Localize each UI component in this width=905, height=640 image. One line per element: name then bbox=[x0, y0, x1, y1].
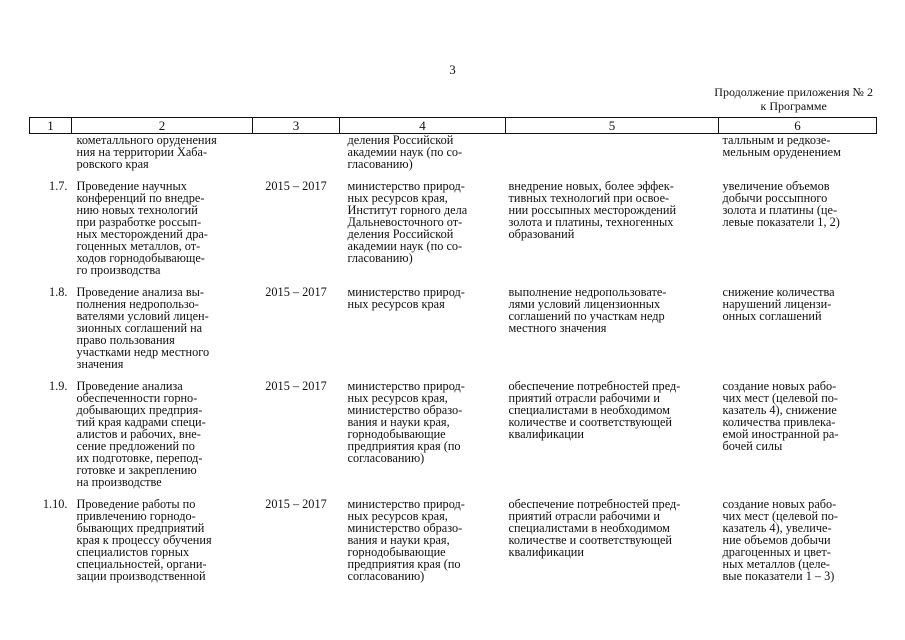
indicator-cell bbox=[719, 380, 877, 498]
result-cell-line: квалификации bbox=[508, 545, 584, 559]
result-cell-line: нии россыпных месторождений bbox=[508, 203, 677, 217]
executor-cell-line: ных ресурсов края, bbox=[347, 509, 448, 523]
event-cell bbox=[72, 180, 253, 286]
period-cell bbox=[253, 134, 340, 181]
result-cell-line: тивных технологий при освое- bbox=[508, 191, 670, 205]
appendix-caption bbox=[714, 85, 873, 113]
result-cell-line: лями условий лицензионных bbox=[508, 297, 661, 311]
indicator-cell-line: создание новых рабо- bbox=[722, 497, 837, 511]
event-cell-line: готовке и закреплению bbox=[76, 463, 197, 477]
indicator-cell-line: онных соглашений bbox=[722, 309, 822, 323]
executor-cell-line: академии наук (по со- bbox=[347, 239, 463, 253]
event-cell-line: значения bbox=[76, 357, 124, 371]
event-cell-line: их подготовке, перепод- bbox=[76, 451, 203, 465]
result-cell-line: соглашений по участкам недр bbox=[508, 309, 665, 323]
item-number: 1.8. bbox=[49, 285, 68, 299]
event-cell-line: бывающих предприятий bbox=[76, 521, 205, 535]
executor-cell-line: Институт горного дела bbox=[347, 203, 468, 217]
executor-cell-line: деления Российской bbox=[347, 133, 454, 147]
event-cell-line: кометалльного оруденения bbox=[76, 133, 217, 147]
event-cell-line: специальностей, органи- bbox=[76, 557, 207, 571]
result-cell bbox=[506, 380, 719, 498]
executor-cell-line: ных ресурсов края, bbox=[347, 391, 448, 405]
executor-cell-line: министерство образо- bbox=[347, 403, 463, 417]
event-cell-line: вателями условий лицен- bbox=[76, 309, 209, 323]
executor-cell-line: министерство природ- bbox=[347, 497, 465, 511]
executor-cell bbox=[340, 380, 506, 498]
event-cell-line: ходов горнодобывающе- bbox=[76, 251, 205, 265]
indicator-cell-line: казатель 4), снижение bbox=[722, 403, 837, 417]
result-cell-line: количестве и соответствующей bbox=[508, 533, 672, 547]
executor-cell-line: согласованию) bbox=[347, 451, 425, 465]
result-cell-line: внедрение новых, более эффек- bbox=[508, 179, 674, 193]
executor-cell-line: деления Российской bbox=[347, 227, 454, 241]
indicator-cell bbox=[719, 134, 877, 181]
executor-cell-line: горнодобывающие bbox=[347, 427, 446, 441]
appendix-line-1: Продолжение приложения № 2 bbox=[714, 85, 873, 99]
event-cell-line: полнения недропользо- bbox=[76, 297, 199, 311]
column-number-2: 2 bbox=[72, 118, 253, 134]
event-cell-line: Проведение работы по bbox=[76, 497, 196, 511]
period-cell: 2015 – 2017 bbox=[265, 497, 327, 511]
result-cell-line: специалистами в необходимом bbox=[508, 403, 670, 417]
indicator-cell-line: левые показатели 1, 2) bbox=[722, 215, 840, 229]
result-cell-line: квалификации bbox=[508, 427, 584, 441]
result-cell-line: золота и платины, техногенных bbox=[508, 215, 674, 229]
indicator-cell-line: золота и платины (це- bbox=[722, 203, 838, 217]
column-number-1: 1 bbox=[30, 118, 72, 134]
item-number bbox=[30, 134, 72, 181]
indicator-cell bbox=[719, 498, 877, 592]
result-cell bbox=[506, 180, 719, 286]
result-cell-line: приятий отрасли рабочими и bbox=[508, 509, 660, 523]
executor-cell-line: предприятия края (по bbox=[347, 439, 461, 453]
indicator-cell-line: ние объемов добычи bbox=[722, 533, 831, 547]
executor-cell-line: предприятия края (по bbox=[347, 557, 461, 571]
item-number: 1.9. bbox=[49, 379, 68, 393]
indicator-cell bbox=[719, 286, 877, 380]
event-cell-line: ровского края bbox=[76, 157, 149, 171]
indicator-cell bbox=[719, 180, 877, 286]
executor-cell-line: вания и науки края, bbox=[347, 415, 450, 429]
executor-cell-line: гласованию) bbox=[347, 157, 413, 171]
event-cell bbox=[72, 380, 253, 498]
executor-cell-line: Дальневосточного от- bbox=[347, 215, 463, 229]
table-row bbox=[30, 286, 877, 380]
executor-cell-line: министерство природ- bbox=[347, 285, 465, 299]
event-cell-line: обеспеченности горно- bbox=[76, 391, 198, 405]
program-table bbox=[29, 117, 877, 592]
event-cell-line: Проведение анализа bbox=[76, 379, 183, 393]
event-cell-line: края к процессу обучения bbox=[76, 533, 212, 547]
indicator-cell-line: создание новых рабо- bbox=[722, 379, 837, 393]
event-cell bbox=[72, 134, 253, 181]
result-cell-line: образований bbox=[508, 227, 575, 241]
event-cell bbox=[72, 286, 253, 380]
indicator-cell-line: ных металлов (целе- bbox=[722, 557, 831, 571]
executor-cell-line: горнодобывающие bbox=[347, 545, 446, 559]
indicator-cell-line: драгоценных и цвет- bbox=[722, 545, 831, 559]
table-row bbox=[30, 498, 877, 592]
result-cell-line: местного значения bbox=[508, 321, 607, 335]
event-cell-line: Проведение анализа вы- bbox=[76, 285, 204, 299]
column-number-row bbox=[30, 118, 877, 134]
indicator-cell-line: емой иностранной ра- bbox=[722, 427, 839, 441]
executor-cell-line: ных ресурсов края, bbox=[347, 191, 448, 205]
indicator-cell-line: увеличение объемов bbox=[722, 179, 830, 193]
table-row bbox=[30, 134, 877, 181]
event-cell-line: Проведение научных bbox=[76, 179, 187, 193]
item-number: 1.7. bbox=[49, 179, 68, 193]
event-cell-line: на производстве bbox=[76, 475, 162, 489]
result-cell bbox=[506, 134, 719, 181]
result-cell-line: выполнение недропользовате- bbox=[508, 285, 667, 299]
executor-cell-line: согласованию) bbox=[347, 569, 425, 583]
executor-cell-line: ных ресурсов края bbox=[347, 297, 445, 311]
indicator-cell-line: вые показатели 1 – 3) bbox=[722, 569, 835, 583]
executor-cell-line: министерство природ- bbox=[347, 379, 465, 393]
executor-cell-line: гласованию) bbox=[347, 251, 413, 265]
period-cell: 2015 – 2017 bbox=[265, 285, 327, 299]
event-cell-line: зации производственной bbox=[76, 569, 206, 583]
column-number-3: 3 bbox=[253, 118, 340, 134]
executor-cell bbox=[340, 498, 506, 592]
indicator-cell-line: казатель 4), увеличе- bbox=[722, 521, 832, 535]
table-body bbox=[30, 134, 877, 593]
event-cell-line: тий края кадрами специ- bbox=[76, 415, 206, 429]
indicator-cell-line: мельным оруденением bbox=[722, 145, 841, 159]
event-cell-line: гоценных металлов, от- bbox=[76, 239, 201, 253]
indicator-cell-line: бочей силы bbox=[722, 439, 783, 453]
table-row bbox=[30, 180, 877, 286]
item-number: 1.10. bbox=[42, 497, 68, 511]
event-cell-line: ния на территории Хаба- bbox=[76, 145, 208, 159]
executor-cell-line: вания и науки края, bbox=[347, 533, 450, 547]
indicator-cell-line: снижение количества bbox=[722, 285, 835, 299]
indicator-cell-line: нарушений лицензи- bbox=[722, 297, 832, 311]
indicator-cell-line: количества привлека- bbox=[722, 415, 836, 429]
table-row bbox=[30, 380, 877, 498]
indicator-cell-line: чих мест (целевой по- bbox=[722, 391, 839, 405]
event-cell-line: ных месторождений дра- bbox=[76, 227, 208, 241]
column-number-6: 6 bbox=[719, 118, 877, 134]
period-cell: 2015 – 2017 bbox=[265, 179, 327, 193]
column-number-4: 4 bbox=[340, 118, 506, 134]
result-cell-line: обеспечение потребностей пред- bbox=[508, 379, 681, 393]
event-cell-line: участками недр местного bbox=[76, 345, 210, 359]
executor-cell bbox=[340, 134, 506, 181]
appendix-line-2: к Программе bbox=[760, 99, 827, 113]
event-cell-line: добывающих предприя- bbox=[76, 403, 203, 417]
executor-cell-line: академии наук (по со- bbox=[347, 145, 463, 159]
event-cell-line: сение предложений по bbox=[76, 439, 195, 453]
executor-cell bbox=[340, 286, 506, 380]
executor-cell-line: министерство образо- bbox=[347, 521, 463, 535]
event-cell-line: конференций по внедре- bbox=[76, 191, 205, 205]
indicator-cell-line: чих мест (целевой по- bbox=[722, 509, 839, 523]
result-cell-line: приятий отрасли рабочими и bbox=[508, 391, 660, 405]
event-cell-line: привлечению горнодо- bbox=[76, 509, 196, 523]
executor-cell-line: министерство природ- bbox=[347, 179, 465, 193]
result-cell-line: количестве и соответствующей bbox=[508, 415, 672, 429]
event-cell-line: при разработке россып- bbox=[76, 215, 202, 229]
page-number: 3 bbox=[449, 62, 456, 77]
result-cell bbox=[506, 498, 719, 592]
executor-cell bbox=[340, 180, 506, 286]
event-cell-line: нию новых технологий bbox=[76, 203, 198, 217]
event-cell-line: го производства bbox=[76, 263, 161, 277]
event-cell-line: специалистов горных bbox=[76, 545, 190, 559]
indicator-cell-line: талльным и редкозе- bbox=[722, 133, 831, 147]
column-number-5: 5 bbox=[506, 118, 719, 134]
period-cell: 2015 – 2017 bbox=[265, 379, 327, 393]
event-cell-line: алистов и рабочих, вне- bbox=[76, 427, 201, 441]
event-cell-line: зионных соглашений на bbox=[76, 321, 203, 335]
result-cell-line: обеспечение потребностей пред- bbox=[508, 497, 681, 511]
result-cell-line: специалистами в необходимом bbox=[508, 521, 670, 535]
event-cell-line: право пользования bbox=[76, 333, 175, 347]
indicator-cell-line: добычи россыпного bbox=[722, 191, 828, 205]
event-cell bbox=[72, 498, 253, 592]
result-cell bbox=[506, 286, 719, 380]
